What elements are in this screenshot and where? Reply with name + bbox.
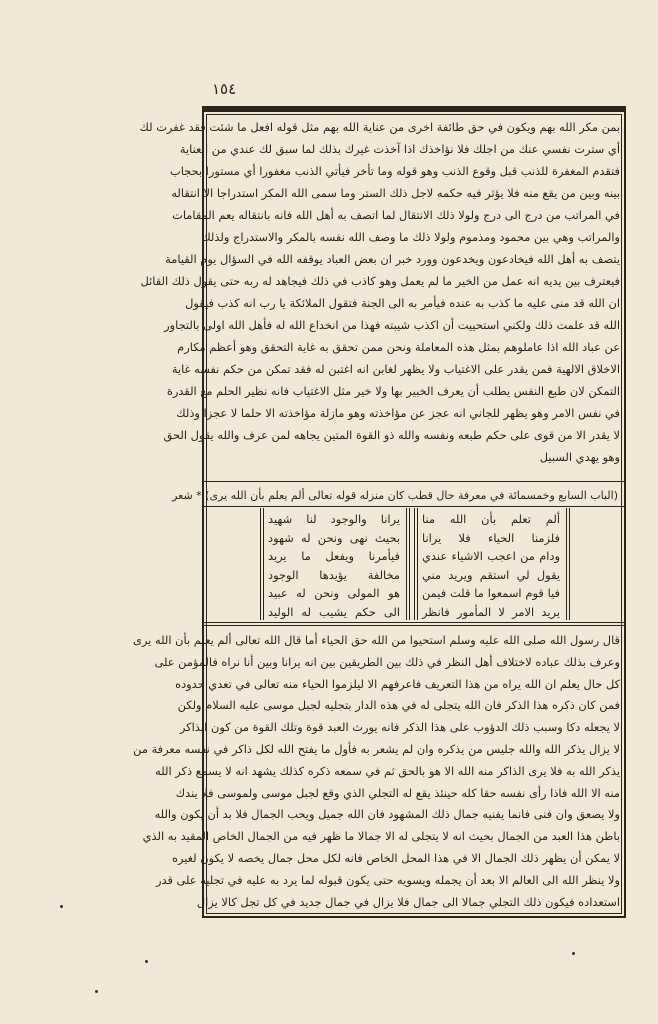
- section-divider: [204, 481, 624, 482]
- text-line: وهو يهدي السبيل: [539, 450, 620, 464]
- text-line: بمن مكر الله بهم ويكون في حق طائفة اخرى من عناية الله بهم مثل قوله افعل ما شئت فقد غفرت لك: [139, 120, 620, 134]
- text-line: بينه وبين من يقع منه فلا يؤثر فيه حكمه لاجل ذلك الستر وما سمى الله المكر استدراجا الا انتقاله: [171, 186, 620, 200]
- text-line: الله قد علمت ذلك ولكني استحييت أن اكذب شيبته فهذا من انخداع الله له فأهل الله اولى بالتجاور: [164, 318, 620, 332]
- text-line: بحيث نهى ونحن له شهود: [268, 530, 400, 545]
- text-line: فيأمرنا ويفعل ما يريد: [268, 549, 400, 563]
- text-line: لا يزال يذكر الله والله جليس من يذكره وان لم يشعر به فأول ما يفتح الله لكل ذاكر في نفسه معرفة من: [133, 741, 620, 756]
- scan-speck: [95, 990, 98, 993]
- top-paragraph: [139, 116, 620, 468]
- text-line: فيعترف بين يديه انه عمل من الخير ما لم يعمل وهو كاذب في ذلك فيجاهد له ربه حتى يقول ذلك القائل: [140, 274, 620, 288]
- text-line: ألم تعلم بأن الله منا: [422, 512, 560, 526]
- poem-column-rule: [566, 508, 570, 620]
- text-line: قال رسول الله صلى الله عليه وسلم استحيوا من الله حق الحياء أما قال الله تعالى ألم يعلم بأن الله يرى: [132, 633, 620, 647]
- text-line: يتصف به أهل الله فيخادعون ويخدعون وورد خبر ان بعض العباد يوقفه الله في السؤال يوم القيامة: [165, 252, 620, 266]
- poem-column-rule: [414, 508, 418, 620]
- text-line: منه الا الله فاذا رأى نفسه حقا كله حينئذ يقع له التجلي الذي وقع لجبل موسى ولموسى فلا يندك: [175, 785, 620, 800]
- text-line: فمن كان ذكره هذا الذكر فان الله يتجلى له في هذه الدار بتجليه لجبل موسى عليه السلام ولكن: [177, 698, 620, 713]
- text-line: لا يقدر الا من قوى على حكم طبعه ونفسه والله ذو القوة المتين يجاهه لمن عرف والله يقول الحق: [163, 428, 620, 442]
- text-line: وعرف بذلك عباده لاختلاف أهل النظر في ذلك بين الطريقين بين انه يرانا وبين أنا نراه فالمؤمن على: [154, 654, 620, 669]
- bottom-paragraph: [132, 630, 620, 913]
- text-line: كل حال يعلم ان الله يراه من هذا التعريف فاعرفهم الا ليلزموا الحياء منه تعالى في تعدي حدوده: [175, 676, 620, 691]
- poem-second-hemistichs: [268, 510, 400, 621]
- text-line: والمراتب وهي بين محمود ومذموم ولولا ذلك ما وصف الله نفسه بالمكر والاستدراج ولذلك: [201, 230, 620, 244]
- text-line: أي سترت نفسي عنك من اجلك فلا نؤاخذك اذا آخذت غيرك بذلك لما سبق لك عندي من العناية: [179, 142, 620, 156]
- poem-column-rule: [406, 508, 410, 620]
- text-line: استعداده فيكون ذلك التجلي جمالا الى جمال فلا يزال في جمال جديد في كل تجل كالا يزال: [196, 894, 620, 909]
- page-number: ١٥٤: [212, 80, 237, 98]
- text-line: ولا ينظر الله الى العالم الا بعد أن يجمله ويسويه حتى يكون قبوله لما يرد به عليه في تجليه على قدر: [156, 872, 620, 887]
- text-line: في المراتب من درج الى درج ولولا ذلك الانتقال لما اتصف به أهل الله فانه بانتقاله يعم المقامات: [172, 208, 620, 222]
- text-line: لا يجعله دكا وسبب ذلك الدؤوب على هذا الذكر فانه يورث العبد قوة وتلك القوة من كون الذاكر: [179, 720, 620, 735]
- section-divider: [204, 625, 624, 626]
- scan-speck: [145, 960, 148, 963]
- text-line: لا يمكن أن يظهر ذلك الجمال الا في هذا المحل الخاص فانه لكل محل جمال يخصه لا يكون لغيره: [171, 850, 620, 865]
- text-line: ان الله قد منى عليه ما كذب به عنده فيأمر به الى الجنة فتقول الملائكة يا رب انه كذب فيقول: [185, 296, 620, 310]
- text-line: مخالفة يؤيدها الوجود: [268, 567, 400, 582]
- text-line: يريد الامر لا المأمور فانظر: [422, 604, 560, 619]
- text-line: يقول لي استقم ويريد مني: [422, 567, 560, 582]
- text-line: يذكر الله به فلا يرى الذاكر منه الله الا هو بالحق ثم في سمعه ذكره كذلك يشهد انه لا يسمع ذكر الله: [155, 763, 620, 778]
- scan-speck: [572, 952, 575, 955]
- text-line: الاخلاق الالهية فمن يقدر على الاغتياب ولا يظهر لغابن انه اغتبن له فقد تمكن من حكم نفسه غاية: [171, 362, 620, 376]
- text-line: فلزمنا الحياء فلا يرانا: [422, 530, 560, 545]
- text-line: ولا يصعق وان فنى فانما يفنيه جمال ذلك المشهود فان الله جميل ويحب الجمال فلا بد أن يكون والله: [154, 807, 620, 822]
- text-line: عن عباد الله اذا عاملوهم بمثل هذه المعاملة ونحن ممن تحقق به غاية التحقق وهو أعظم مكارم: [177, 340, 620, 354]
- text-line: الى حكم يشيب له الوليد: [268, 604, 400, 619]
- text-line: يرانا والوجود لنا شهيد: [268, 512, 400, 526]
- section-divider: [204, 506, 624, 507]
- text-line: في نفس الامر وهو يظهر للجاني انه عجز عن مؤاخذته وهو مازلة مؤاخذته الا حلما لا عجزا وذلك: [176, 406, 620, 420]
- text-line: هو المولى ونحن له عبيد: [268, 586, 400, 600]
- poem-column-rule: [260, 508, 264, 620]
- section-divider: [204, 622, 624, 623]
- text-line: فتقدم المغفرة للذنب قبل وقوع الذنب وهو قوله وما تأخر فيأتي الذنب مغفورا أي مستورا بحجاب: [169, 164, 620, 178]
- text-line: فيا قوم اسمعوا ما قلت فيمن: [422, 586, 560, 600]
- poem-first-hemistichs: [422, 510, 560, 621]
- text-line: باطن هذا العبد من الجمال بحيث انه لا يتجلى له الا جمالا ما ظهر فيه من الجمال الخاص المقيد به الذي: [142, 829, 620, 844]
- scan-speck: [60, 905, 63, 908]
- text-line: التمكن لان طبع النفس يطلب أن يعرف الخبير بها ولا خير مثل الاغتياب فانه نظير الحلم مع القدرة: [166, 384, 620, 398]
- text-line: ودام من اعجب الاشياء عندي: [422, 549, 560, 563]
- chapter-heading: (الباب السابع وخمسمائة في معرفة حال قطب كان منزله قوله تعالى ألم يعلم بأن الله يرى) * شعر: [172, 489, 618, 502]
